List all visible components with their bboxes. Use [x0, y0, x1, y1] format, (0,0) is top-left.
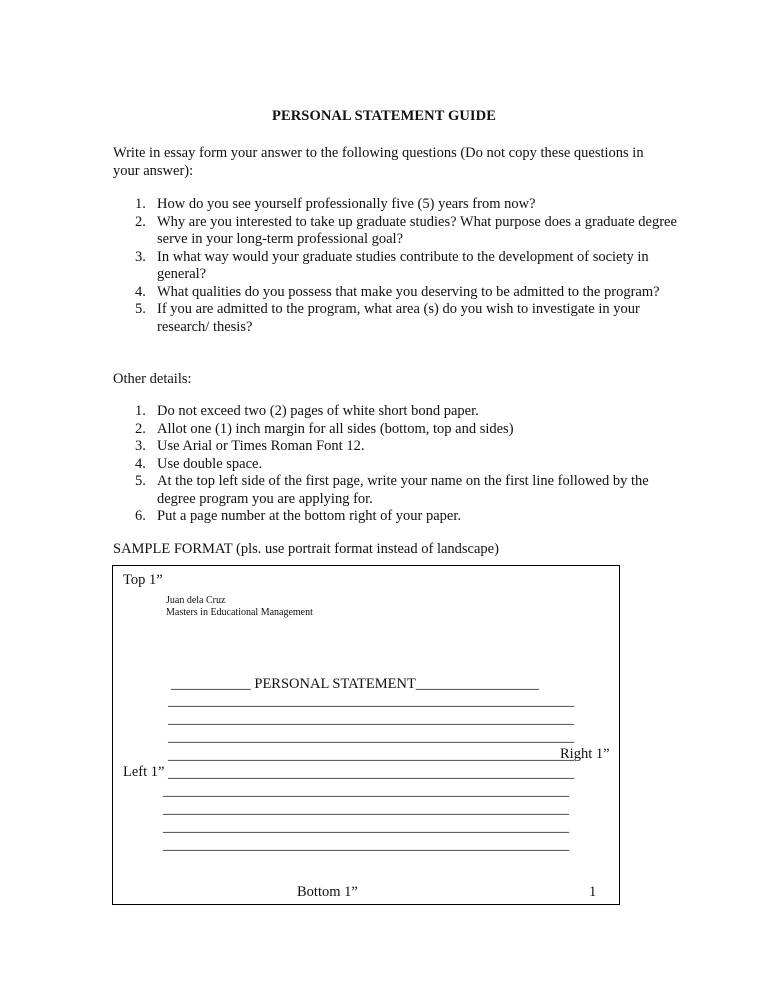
list-number: 3.: [135, 438, 146, 454]
list-text: Why are you interested to take up graduate studies? What purpose does a graduate degree serve in your long-term professional goal?: [157, 213, 677, 247]
sample-rule-line: ________________________________________________________: [168, 711, 574, 727]
sample-rule-line: ________________________________________________________: [168, 729, 574, 745]
sample-format-box: [112, 565, 620, 905]
list-item: [135, 438, 677, 456]
left-margin-label: Left 1”: [123, 764, 165, 780]
list-number: 2.: [135, 213, 146, 230]
list-text: Use double space.: [157, 455, 263, 472]
page-title: PERSONAL STATEMENT GUIDE: [272, 108, 496, 124]
list-item: [135, 283, 677, 302]
list-text: In what way would your graduate studies contribute to the development of society in general?: [157, 248, 649, 282]
list-number: 4.: [135, 455, 146, 472]
list-text: Put a page number at the bottom right of your paper.: [157, 508, 462, 524]
list-number: 3.: [135, 248, 146, 265]
details-heading: Other details:: [113, 371, 192, 387]
list-number: 6.: [135, 508, 146, 524]
list-text: What qualities do you possess that make you deserving to be admitted to the program?: [157, 283, 660, 300]
list-number: 5.: [135, 473, 146, 489]
sample-rule-line: ________________________________________________________: [163, 801, 569, 817]
bottom-margin-label: Bottom 1”: [297, 884, 358, 900]
top-margin-label: Top 1”: [123, 572, 163, 588]
right-margin-label: Right 1”: [560, 746, 610, 762]
list-text: Do not exceed two (2) pages of white short bond paper.: [157, 403, 479, 419]
sample-rule-line: ________________________________________________________: [168, 693, 574, 709]
details-list: [135, 403, 677, 526]
list-item: [135, 473, 677, 508]
list-item: [135, 455, 677, 474]
list-item: [135, 301, 677, 336]
sample-statement-title: ___________ PERSONAL STATEMENT_________________: [171, 676, 540, 692]
sample-rule-line: ________________________________________________________: [168, 747, 574, 763]
sample-rule-line: ________________________________________________________: [163, 819, 569, 835]
list-item: [135, 508, 677, 526]
list-text: If you are admitted to the program, what area (s) do you wish to investigate in your research/ thesis?: [157, 301, 640, 335]
list-text: How do you see yourself professionally five (5) years from now?: [157, 196, 536, 212]
sample-rule-line: ________________________________________________________: [163, 837, 569, 853]
list-text: At the top left side of the first page, write your name on the first line followed by the degree program you are applying for.: [157, 473, 649, 507]
list-item: [135, 403, 677, 421]
list-item: [135, 420, 677, 439]
list-item: [135, 196, 677, 214]
list-number: 4.: [135, 283, 146, 300]
sample-rule-line: ________________________________________________________: [168, 765, 574, 781]
sample-format-heading: SAMPLE FORMAT (pls. use portrait format instead of landscape): [113, 541, 499, 557]
intro-paragraph: Write in essay form your answer to the following questions (Do not copy these questions in your answer):: [113, 145, 644, 179]
list-number: 2.: [135, 420, 146, 437]
sample-rule-line: ________________________________________________________: [163, 783, 569, 799]
sample-degree: Masters in Educational Management: [166, 607, 313, 618]
list-number: 1.: [135, 196, 146, 212]
list-item: [135, 213, 677, 249]
questions-list: [135, 196, 677, 336]
list-text: Allot one (1) inch margin for all sides (bottom, top and sides): [157, 420, 514, 437]
list-text: Use Arial or Times Roman Font 12.: [157, 438, 365, 454]
list-number: 5.: [135, 301, 146, 317]
list-number: 1.: [135, 403, 146, 419]
list-item: [135, 248, 677, 284]
sample-name: Juan dela Cruz: [166, 595, 226, 606]
sample-page-number: 1: [589, 884, 597, 900]
